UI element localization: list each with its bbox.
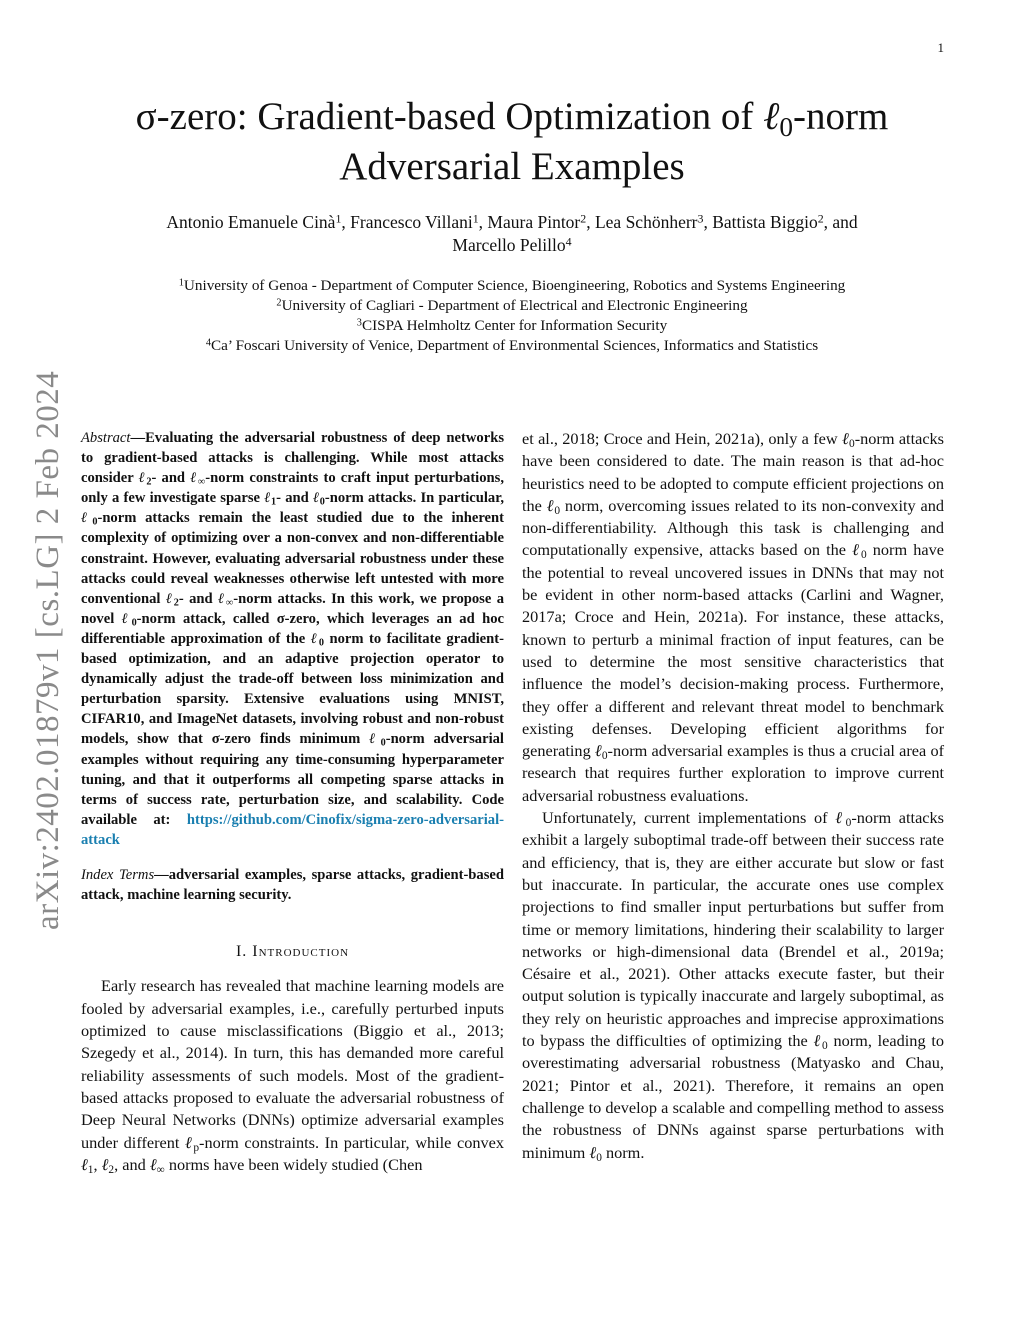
title-line-1: σ-zero: Gradient-based Optimization of ℓ$_0$-norm <box>135 95 889 142</box>
intro-paragraph-1-continued: et al., 2018; Croce and Hein, 2021a), only a few ℓ$_0$-norm attacks have been considered to date. The main reason is that ad-hoc heuristics need to be adopted to compute efficient projections on the ℓ$_0$ norm, overcoming issues related to its non-convexity and non-differentiability. Although this task is challenging and computationally expensive, attacks based on the ℓ$_0$ norm have the potential to reveal uncovered issues in DNNs that may not be evident in other norm-based attacks (Carlini and Wagner, 2017a; Croce and Hein, 2021a). For instance, these attacks, known to perturb a minimal fraction of input features, can be used to determine the most sensitive characteristics that influence the model’s decision-making process. Furthermore, they offer a different and relevant threat model to benchmark existing defenses. Developing efficient algorithms for generating ℓ$_0$-norm adversarial examples is thus a crucial area of research that requires further exploration to improve current adversarial robustness evaluations. <box>522 429 945 805</box>
introduction-left <box>81 975 504 1176</box>
abstract <box>81 428 504 850</box>
abstract-text: —Evaluating the adversarial robustness of deep networks to gradient-based attacks is challenging. While most attacks consider ℓ$_2$- and ℓ$_\infty$-norm constraints to craft input perturbations, only a few investigate sparse ℓ$_1$- and ℓ$_0$-norm attacks. In particular, ℓ$_0$-norm attacks remain the least studied due to the inherent complexity of optimizing over a non-convex and non-differentiable constraint. However, evaluating adversarial robustness under these attacks could reveal weaknesses otherwise left untested with more conventional ℓ$_2$- and ℓ$_\infty$-norm attacks. In this work, we propose a novel ℓ$_0$-norm attack, called σ-zero, which leverages an ad hoc differentiable approximation of the ℓ$_0$ norm to facilitate gradient-based optimization, and an adaptive projection operator to dynamically adjust the trade-off between loss minimization and perturbation sparsity. Extensive evaluations using MNIST, CIFAR10, and ImageNet datasets, involving robust and non-robust models, show that σ-zero finds minimum ℓ$_0$-norm adversarial examples without requiring any time-consuming hyperparameter tuning, and that it outperforms all competing sparse attacks in terms of success rate, perturbation size, and scalability. <box>81 430 504 808</box>
index-terms-text: —adversarial examples, sparse attacks, gradient-based attack, machine learning security. <box>81 866 504 904</box>
code-available-label: Code available at: <box>81 791 504 828</box>
index-terms-label: Index Terms <box>81 866 155 883</box>
intro-paragraph-1: Early research has revealed that machine learning models are fooled by adversarial examples, i.e., carefully perturbed inputs optimized to cause misclassifications (Biggio et al., 2013; Szegedy et al., 2014). In turn, this has demanded more careful reliability assessments of such models. Most of the gradient-based attacks proposed to evaluate the adversarial robustness of Deep Neural Networks (DNNs) optimize adversarial examples under different ℓ$_p$-norm constraints. In particular, while convex ℓ$_1$, ℓ$_2$, and ℓ$_\infty$ norms have been widely studied (Chen <box>81 976 504 1176</box>
paper-title <box>80 92 944 192</box>
abstract-label: Abstract <box>81 430 131 446</box>
left-column <box>81 428 504 1176</box>
affiliation-genoa: $^1$University of Genoa - Department of Computer Science, Bioengineering, Robotics and Systems Engineering <box>178 277 846 294</box>
page-number: 1 <box>937 40 944 55</box>
authors-line-2: Marcello Pelillo$^4$ <box>452 234 572 255</box>
code-repository-link[interactable]: https://github.com/Cinofix/sigma-zero-adversarial-attack <box>81 811 504 848</box>
affiliation-list <box>80 276 944 356</box>
index-terms <box>81 865 504 905</box>
title-line-2: Adversarial Examples <box>339 145 685 188</box>
affiliation-cispa: $^3$CISPA Helmholtz Center for Information Security <box>356 317 668 334</box>
intro-paragraph-2: Unfortunately, current implementations of ℓ$_0$-norm attacks exhibit a largely suboptimal trade-off between their success rate and efficiency, that is, they are either accurate but slow or fast but inaccurate. In particular, the accurate ones use complex projections to find smaller input perturbations but suffer from time or memory limitations, hindering their scalability to larger networks or high-dimensional data (Brendel et al., 2019a; Césaire et al., 2021). Other attacks execute faster, but their output solution is typically inaccurate and largely suboptimal, as they rely on heuristic approaches and imprecise approximations to bypass the difficulties of optimizing the ℓ$_0$ norm, leading to overestimating adversarial robustness (Matyasko and Chau, 2021; Pintor et al., 2021). Therefore, it remains an open challenge to develop a scalable and compelling method to assess the robustness of DNNs against sparse perturbations with minimum ℓ$_0$ norm. <box>522 808 945 1164</box>
right-column <box>522 428 944 1164</box>
affiliation-ca-foscari: $^4$Ca’ Foscari University of Venice, Department of Environmental Sciences, Informatics and Statistics <box>205 337 819 354</box>
arxiv-stamp: arXiv:2402.01879v1 [cs.LG] 2 Feb 2024 <box>30 370 66 930</box>
section-heading-introduction: I. Introduction <box>235 943 350 961</box>
author-list <box>80 211 944 257</box>
affiliation-cagliari: $^2$University of Cagliari - Department of Electrical and Electronic Engineering <box>276 297 748 314</box>
authors-line-1: Antonio Emanuele Cinà$^1$, Francesco Villani$^1$, Maura Pintor$^2$, Lea Schönherr$^3$, Battista Biggio$^2$, and <box>166 211 858 232</box>
